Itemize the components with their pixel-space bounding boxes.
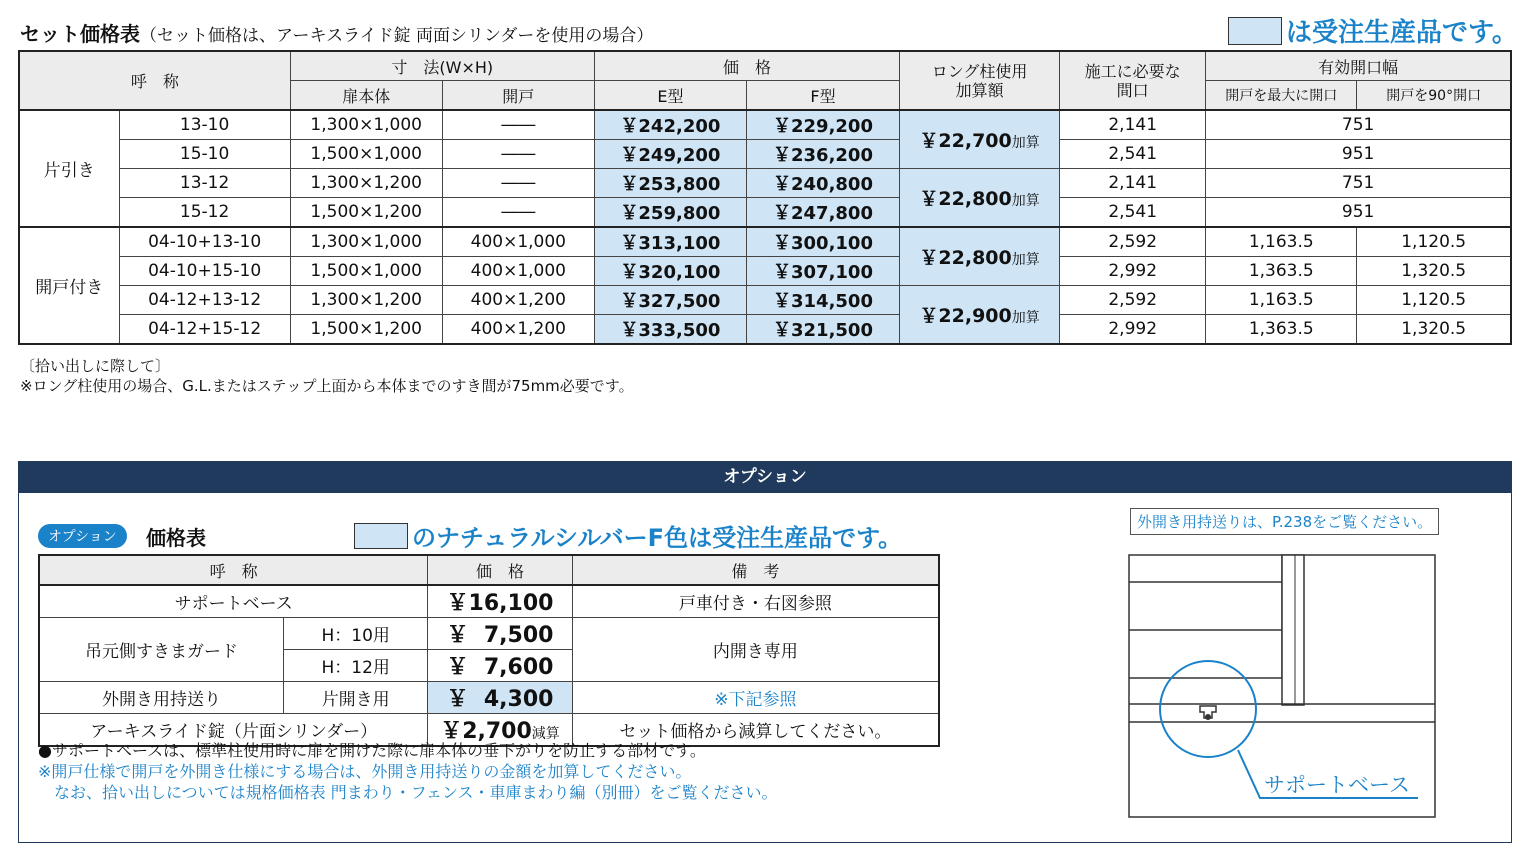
door-body-size: 1,500×1,200 [290, 198, 442, 228]
group-label: 片引き [19, 110, 119, 227]
option-notes [38, 740, 778, 803]
set-price-title: セット価格表（セット価格は、アーキスライド錠 両面シリンダーを使用の場合） [20, 22, 654, 46]
opening: 2,992 [1060, 257, 1206, 286]
table-row [19, 140, 1511, 169]
option-variant: H：10用 [284, 618, 428, 650]
header-eff-90: 開戸を90°開口 [1357, 81, 1511, 111]
door-body-size: 1,300×1,200 [290, 169, 442, 198]
price-f: ￥314,500 [746, 286, 899, 315]
side-door-size: 400×1,000 [442, 257, 594, 286]
model-code: 04-12+15-12 [119, 315, 290, 345]
price-f: ￥240,800 [746, 169, 899, 198]
support-base-note: ●サポートベースは、標準柱使用時に扉を開けた際に扉本体の垂下がりを防止する部材です。 [38, 741, 706, 760]
model-code: 04-10+15-10 [119, 257, 290, 286]
long-post-add: ￥22,700加算 [900, 110, 1060, 169]
table-row [39, 682, 939, 714]
header-price: 価 格 [428, 555, 572, 585]
header-remarks: 備 考 [572, 555, 939, 585]
model-code: 15-12 [119, 198, 290, 228]
side-door-size: ―― [442, 198, 594, 228]
price-f: ￥247,800 [746, 198, 899, 228]
effective-width-max: 1,163.5 [1206, 286, 1357, 315]
price-e: ￥242,200 [594, 110, 746, 140]
option-variant: 片開き用 [284, 682, 428, 714]
group-label: 開戸付き [19, 227, 119, 344]
catalog-note: なお、拾い出しについては規格価格表 門まわり・フェンス・車庫まわり編（別冊）をご覧ください。 [38, 783, 778, 802]
option-price: ￥ 7,600 [428, 650, 572, 682]
header-name: 呼 称 [39, 555, 428, 585]
side-door-size: 400×1,200 [442, 286, 594, 315]
table-row [19, 110, 1511, 140]
price-f: ￥229,200 [746, 110, 899, 140]
effective-width-max: 1,363.5 [1206, 315, 1357, 345]
table-row [19, 286, 1511, 315]
option-variant: H：12用 [284, 650, 428, 682]
option-legend: のナチュラルシルバーF色は受注生産品です。 [354, 518, 902, 553]
option-price-table [38, 554, 940, 747]
option-price: ￥16,100 [428, 585, 572, 618]
side-door-size: 400×1,000 [442, 227, 594, 257]
option-price: ￥2,700減算 [428, 714, 572, 747]
reference-note: 外開き用持送りは、P.238をご覧ください。 [1130, 508, 1439, 535]
opening: 2,541 [1060, 140, 1206, 169]
opening: 2,541 [1060, 198, 1206, 228]
effective-width: 951 [1206, 198, 1511, 228]
header-dims: 寸 法(W×H) [290, 51, 594, 81]
effective-width: 751 [1206, 169, 1511, 198]
door-body-size: 1,300×1,000 [290, 227, 442, 257]
option-pill: オプション [38, 524, 127, 548]
option-price: ￥ 7,500 [428, 618, 572, 650]
support-base-diagram [1128, 554, 1438, 820]
opening: 2,592 [1060, 286, 1206, 315]
option-remark: 戸車付き・右図参照 [572, 585, 939, 618]
price-e: ￥333,500 [594, 315, 746, 345]
header-eff-width: 有効開口幅 [1206, 51, 1511, 81]
side-door-size: ―― [442, 110, 594, 140]
roller-wheel [1205, 714, 1211, 720]
table-row [19, 198, 1511, 228]
header-price: 価 格 [594, 51, 899, 81]
highlight-swatch [354, 523, 408, 549]
price-e: ￥313,100 [594, 227, 746, 257]
pickup-note-title: 〔拾い出しに際して〕 [20, 357, 171, 375]
door-body-size: 1,500×1,000 [290, 257, 442, 286]
pickup-note [20, 356, 634, 396]
long-post-add: ￥22,800加算 [900, 169, 1060, 228]
header-long-post: ロング柱使用 加算額 [900, 51, 1060, 110]
model-code: 13-12 [119, 169, 290, 198]
gate-post [1282, 555, 1304, 705]
price-e: ￥253,800 [594, 169, 746, 198]
price-e: ￥249,200 [594, 140, 746, 169]
highlight-swatch [1228, 17, 1282, 45]
table-row [19, 169, 1511, 198]
outswing-note: ※開戸仕様で開戸を外開き仕様にする場合は、外開き用持送りの金額を加算してください。 [38, 762, 692, 781]
opening: 2,141 [1060, 110, 1206, 140]
table-row [19, 315, 1511, 345]
effective-width-90: 1,320.5 [1357, 257, 1511, 286]
diagram-label: サポートベース [1264, 773, 1410, 797]
model-code: 04-10+13-10 [119, 227, 290, 257]
option-name: 外開き用持送り [39, 682, 284, 714]
option-remark: セット価格から減算してください。 [572, 714, 939, 747]
header-e-type: E型 [594, 81, 746, 111]
side-door-size: ―― [442, 169, 594, 198]
effective-width-90: 1,120.5 [1357, 286, 1511, 315]
option-price: ￥ 4,300 [428, 682, 572, 714]
option-remark: 内開き専用 [572, 618, 939, 682]
model-code: 04-12+13-12 [119, 286, 290, 315]
table-row [39, 618, 939, 650]
option-name: アーキスライド錠（片面シリンダー） [39, 714, 428, 747]
header-f-type: F型 [746, 81, 899, 111]
price-f: ￥300,100 [746, 227, 899, 257]
model-code: 13-10 [119, 110, 290, 140]
effective-width-90: 1,320.5 [1357, 315, 1511, 345]
door-body-size: 1,500×1,000 [290, 140, 442, 169]
header-door-body: 扉本体 [290, 81, 442, 111]
side-door-size: 400×1,200 [442, 315, 594, 345]
price-f: ￥307,100 [746, 257, 899, 286]
price-e: ￥320,100 [594, 257, 746, 286]
option-table-title: 価格表 [146, 526, 206, 550]
option-remark: ※下記参照 [572, 682, 939, 714]
opening: 2,141 [1060, 169, 1206, 198]
price-e: ￥259,800 [594, 198, 746, 228]
long-post-add: ￥22,800加算 [900, 227, 1060, 286]
effective-width-max: 1,163.5 [1206, 227, 1357, 257]
price-e: ￥327,500 [594, 286, 746, 315]
opening: 2,592 [1060, 227, 1206, 257]
effective-width-90: 1,120.5 [1357, 227, 1511, 257]
price-f: ￥321,500 [746, 315, 899, 345]
header-side-door: 開戸 [442, 81, 594, 111]
made-to-order-legend: は受注生産品です。 [1228, 12, 1518, 49]
option-bar: オプション [18, 461, 1512, 493]
door-body-size: 1,300×1,000 [290, 110, 442, 140]
price-f: ￥236,200 [746, 140, 899, 169]
effective-width: 951 [1206, 140, 1511, 169]
effective-width-max: 1,363.5 [1206, 257, 1357, 286]
option-name: 吊元側すきまガード [39, 618, 284, 682]
header-name: 呼 称 [19, 51, 290, 110]
table-row [39, 585, 939, 618]
header-eff-max: 開戸を最大に開口 [1206, 81, 1357, 111]
pickup-note-text: ※ロング柱使用の場合、G.L.またはステップ上面から本体までのすき間が75mm必要です。 [20, 377, 634, 395]
effective-width: 751 [1206, 110, 1511, 140]
long-post-add: ￥22,900加算 [900, 286, 1060, 345]
side-door-size: ―― [442, 140, 594, 169]
table-row [19, 227, 1511, 257]
table-row [19, 257, 1511, 286]
header-opening: 施工に必要な 間口 [1060, 51, 1206, 110]
set-price-table [18, 50, 1512, 345]
opening: 2,992 [1060, 315, 1206, 345]
door-body-size: 1,500×1,200 [290, 315, 442, 345]
door-body-size: 1,300×1,200 [290, 286, 442, 315]
model-code: 15-10 [119, 140, 290, 169]
option-name: サポートベース [39, 585, 428, 618]
